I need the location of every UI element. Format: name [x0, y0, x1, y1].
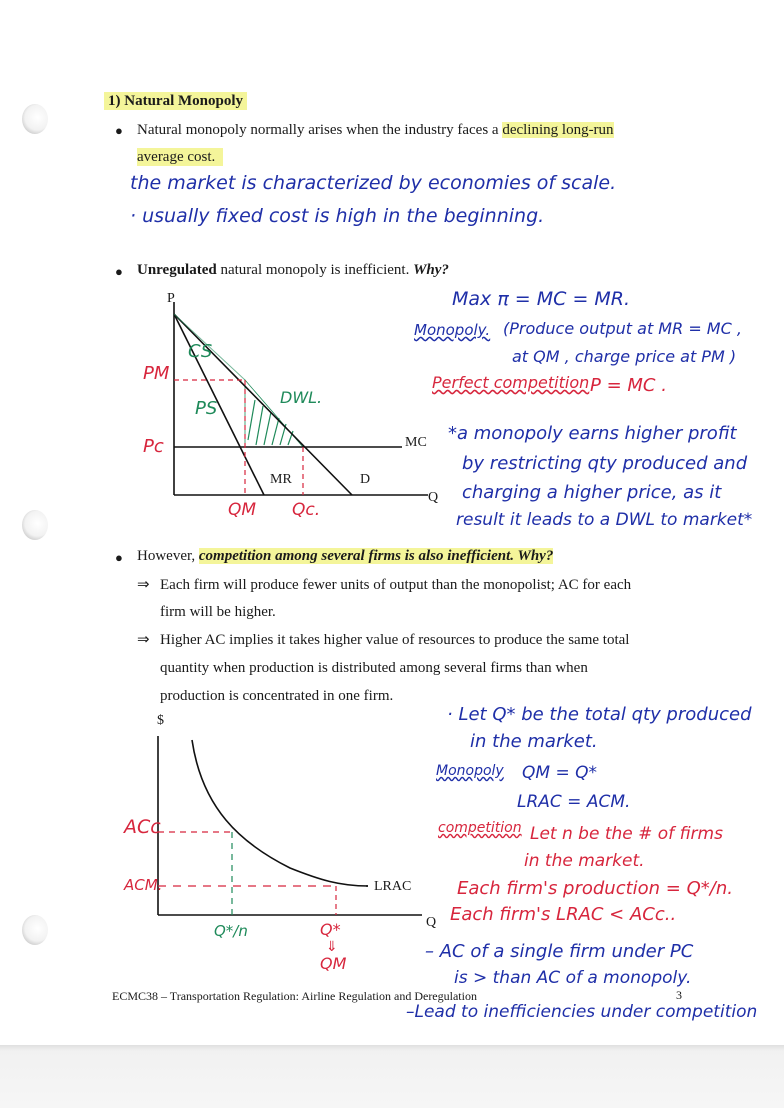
- punch-hole: [22, 510, 48, 540]
- chart2-acc-label: ACc: [124, 816, 161, 838]
- bullet-dot: ●: [115, 123, 123, 138]
- chart2-lrac-label: LRAC: [374, 879, 412, 894]
- note-star-line2: by restricting qty produced and: [462, 453, 748, 474]
- bullet1-line2: average cost.: [137, 148, 223, 166]
- bullet2-text: natural monopoly is inefficient.: [216, 262, 410, 278]
- bullet3: [137, 547, 553, 565]
- arrow-icon: ⇒: [137, 632, 150, 648]
- note-star-line1: *a monopoly earns higher profit: [448, 423, 737, 444]
- note-star-line3: charging a higher price, as it: [462, 482, 722, 503]
- note-monopoly-label2: Monopoly: [436, 763, 504, 779]
- chart1-p-label: P: [167, 291, 175, 306]
- chart2-qm-label: QM: [320, 954, 347, 973]
- chart2-y-label: $: [157, 713, 164, 728]
- note-competition-label: competition: [438, 820, 522, 836]
- note-perfect-competition: Perfect competition: [432, 373, 590, 392]
- note-production: Each firm's production = Q*/n.: [457, 878, 733, 899]
- note-let-q-line1: · Let Q* be the total qty produced: [447, 704, 752, 725]
- chart2-q-label: Q: [426, 915, 437, 930]
- arrow1-line2: firm will be higher.: [160, 604, 276, 620]
- bullet-dot: ●: [115, 550, 123, 565]
- arrow2-line3: production is concentrated in one firm.: [160, 688, 394, 704]
- chart1-pc-label: Pc: [143, 436, 164, 457]
- bullet-dot: ●: [115, 264, 123, 279]
- scan-bottom-edge: [0, 1045, 784, 1108]
- bullet1-highlight: declining long-run: [502, 122, 614, 138]
- note-fixed-cost: · usually fixed cost is high in the beginning.: [130, 205, 545, 227]
- note-star-line4: result it leads to a DWL to market*: [456, 510, 753, 530]
- arrow1-line1: Each firm will produce fewer units of output than the monopolist; AC for each: [160, 577, 632, 593]
- arrow2-line2: quantity when production is distributed among several firms than when: [160, 660, 588, 676]
- note-economies-of-scale: the market is characterized by economies of scale.: [130, 172, 617, 194]
- note-p-equals-mc: P = MC .: [590, 375, 667, 396]
- punch-hole: [22, 104, 48, 134]
- note-qm-equals: QM = Q*: [522, 763, 597, 783]
- note-ac-greater: is > than AC of a monopoly.: [454, 968, 692, 988]
- bullet2-why: Why?: [413, 262, 449, 278]
- chart1-cs-label: CS: [188, 341, 213, 362]
- arrow-icon: ⇒: [137, 577, 150, 593]
- bullet3-text: However,: [137, 548, 199, 564]
- note-ac-single-firm: – AC of a single firm under PC: [425, 941, 694, 962]
- note-n-firms-line2: in the market.: [524, 851, 645, 871]
- note-let-q-line2: in the market.: [470, 731, 598, 752]
- chart2-qn-label: Q*/n: [214, 922, 248, 940]
- chart1-qm-label: QM: [228, 500, 257, 520]
- note-lead-inefficiencies: –Lead to inefficiencies under competition: [406, 1002, 758, 1022]
- chart1-mc-label: MC: [405, 435, 427, 450]
- lrac-chart: [150, 728, 430, 928]
- chart2-acm-label: ACM.: [124, 876, 163, 894]
- bullet1-text: Natural monopoly normally arises when the industry faces a: [137, 122, 499, 138]
- bullet1-line1: [137, 121, 614, 139]
- note-lrac-less: Each firm's LRAC < ACc..: [450, 904, 677, 925]
- chart1-mr-label: MR: [270, 472, 292, 487]
- chart1-pm-label: PM: [143, 363, 170, 384]
- section-title: 1) Natural Monopoly: [104, 92, 247, 110]
- page-number: 3: [676, 988, 682, 1002]
- chart1-ps-label: PS: [195, 398, 218, 419]
- chart1-q-label: Q: [428, 490, 439, 505]
- note-monopoly-line2: at QM , charge price at PM ): [512, 347, 737, 366]
- bullet3-highlight: competition among several firms is also inefficient.: [198, 548, 515, 564]
- note-monopoly-line1: (Produce output at MR = MC ,: [503, 319, 742, 338]
- note-monopoly-label: Monopoly.: [414, 321, 491, 339]
- bullet2-bold: Unregulated: [137, 262, 217, 278]
- note-n-firms-line1: Let n be the # of firms: [530, 824, 723, 844]
- chart1-qc-label: Qc.: [292, 500, 321, 520]
- chart2-down-arrow-icon: ⇓: [326, 939, 338, 955]
- note-lrac-equals: LRAC = ACM.: [517, 792, 631, 812]
- punch-hole: [22, 915, 48, 945]
- bullet2: [137, 261, 449, 279]
- chart1-dwl-label: DWL.: [280, 388, 323, 407]
- bullet3-why: Why?: [514, 548, 554, 564]
- note-max-profit: Max π = MC = MR.: [452, 288, 631, 310]
- arrow2-line1: Higher AC implies it takes higher value of resources to produce the same total: [160, 632, 630, 648]
- lrac-curve: [192, 740, 368, 886]
- chart2-qstar-label: Q*: [320, 920, 341, 939]
- footer-text: ECMC38 – Transportation Regulation: Airline Regulation and Deregulation: [112, 989, 477, 1003]
- chart1-d-label: D: [360, 472, 371, 487]
